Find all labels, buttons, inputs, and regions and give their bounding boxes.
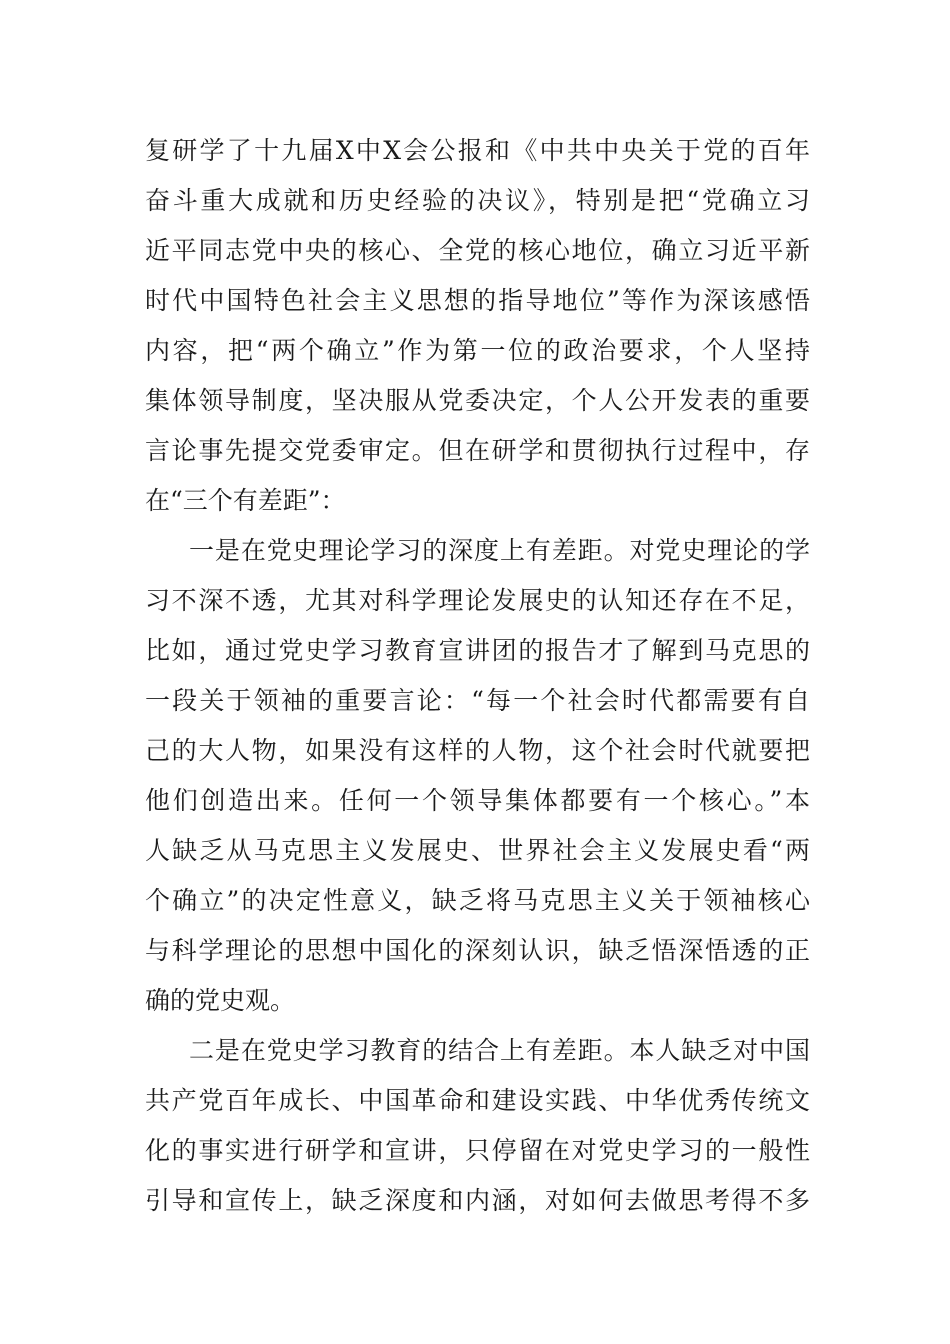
paragraph-line: 二是在党史学习教育的结合上有差距。本人缺乏对中国 [189, 1036, 810, 1065]
paragraph-line: 在“三个有差距”： [145, 486, 346, 515]
paragraph-line: 奋斗重大成就和历史经验的决议》，特别是把“党确立习 [145, 186, 810, 215]
paragraph-line: 个确立”的决定性意义，缺乏将马克思主义关于领袖核心 [145, 886, 810, 915]
paragraph-line: 引导和宣传上，缺乏深度和内涵，对如何去做思考得不多 [145, 1186, 810, 1215]
paragraph-line: 习不深不透，尤其对科学理论发展史的认知还存在不足， [145, 586, 810, 615]
paragraph-line: 时代中国特色社会主义思想的指导地位”等作为深该感悟 [145, 286, 810, 315]
paragraph-line: 一是在党史理论学习的深度上有差距。对党史理论的学 [189, 536, 810, 565]
document-body [145, 126, 810, 1226]
paragraph-point-two [145, 1026, 810, 1226]
paragraph-line: 集体领导制度，坚决服从党委决定，个人公开发表的重要 [145, 386, 810, 415]
paragraph-line: 比如，通过党史学习教育宣讲团的报告才了解到马克思的 [145, 636, 810, 665]
paragraph-line: 己的大人物，如果没有这样的人物，这个社会时代就要把 [145, 736, 810, 765]
paragraph-intro [145, 126, 810, 526]
paragraph-line: 言论事先提交党委审定。但在研学和贯彻执行过程中，存 [145, 436, 810, 465]
paragraph-point-one [145, 526, 810, 1026]
paragraph-line: 人缺乏从马克思主义发展史、世界社会主义发展史看“两 [145, 836, 810, 865]
paragraph-line: 共产党百年成长、中国革命和建设实践、中华优秀传统文 [145, 1086, 810, 1115]
paragraph-line: 化的事实进行研学和宣讲，只停留在对党史学习的一般性 [145, 1136, 810, 1165]
paragraph-line: 近平同志党中央的核心、全党的核心地位，确立习近平新 [145, 236, 810, 265]
paragraph-line: 他们创造出来。任何一个领导集体都要有一个核心。”本 [145, 786, 810, 815]
paragraph-line: 内容，把“两个确立”作为第一位的政治要求，个人坚持 [145, 336, 810, 365]
paragraph-line: 与科学理论的思想中国化的深刻认识，缺乏悟深悟透的正 [145, 936, 810, 965]
paragraph-line: 复研学了十九届X中X会公报和《中共中央关于党的百年 [145, 136, 810, 165]
paragraph-line: 确的党史观。 [145, 986, 296, 1015]
paragraph-line: 一段关于领袖的重要言论：“每一个社会时代都需要有自 [145, 686, 810, 715]
